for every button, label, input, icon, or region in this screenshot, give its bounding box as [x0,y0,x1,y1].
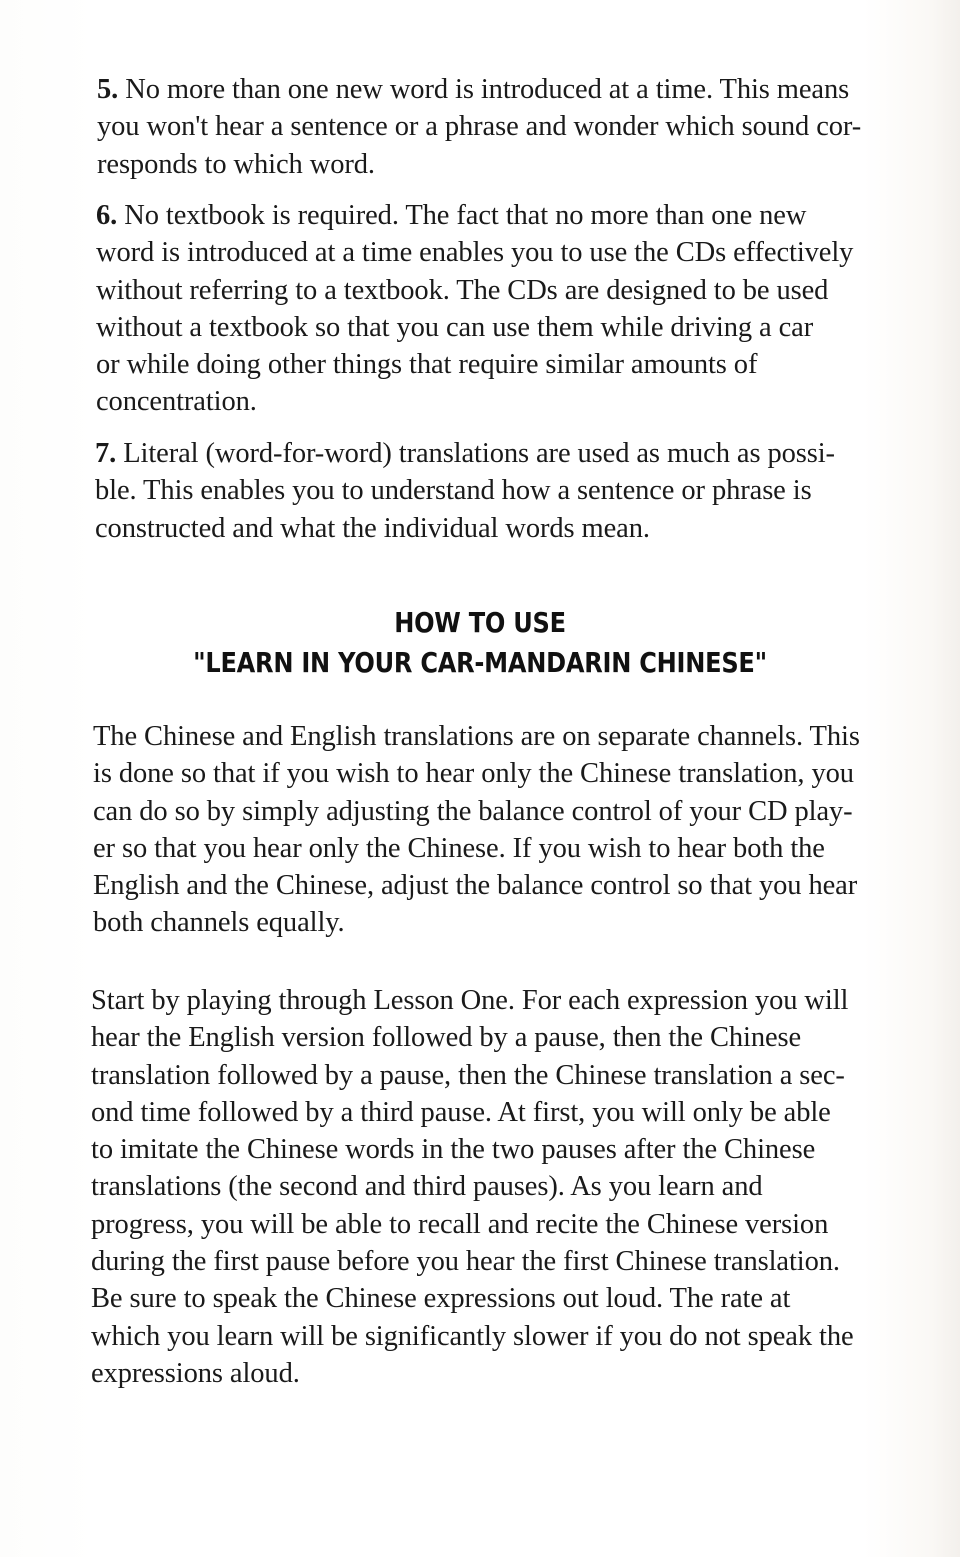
text-line: you won't hear a sentence or a phrase and wonder which sound cor- [97,111,862,143]
text-line: translations (the second and third pauses). As you learn and [91,1171,763,1203]
text-line: responds to which word. [97,148,375,180]
text-line: hear the English version followed by a pause, then the Chinese [91,1022,802,1054]
text-line: can do so by simply adjusting the balance control of your CD play- [93,795,853,827]
text-line: expressions aloud. [91,1357,300,1389]
paragraph-lesson-one [91,982,931,1392]
text-line: ble. This enables you to understand how a sentence or phrase is [95,475,812,507]
list-item-7 [95,435,935,547]
text-line: constructed and what the individual words mean. [95,512,650,544]
paragraph-channels [93,718,933,942]
heading-line-2: "LEARN IN YOUR CAR-MANDARIN CHINESE" [193,646,767,679]
text-line: without referring to a textbook. The CDs are designed to be used [96,274,829,306]
text-line: translation followed by a pause, then the Chinese translation a sec- [91,1059,845,1091]
text-line: without a textbook so that you can use them while driving a car [96,311,814,343]
list-item-6 [96,197,936,421]
text-line: English and the Chinese, adjust the balance control so that you hear [93,870,858,902]
text-line: both channels equally. [93,907,345,939]
text-line: which you learn will be significantly slower if you do not speak the [91,1320,854,1352]
text-line: 7. Literal (word-for-word) translations are used as much as possi- [95,438,835,469]
list-item-5 [97,71,937,183]
text-line: progress, you will be able to recall and recite the Chinese version [91,1208,829,1240]
text-line: word is introduced at a time enables you to use the CDs effectively [96,237,854,269]
text-line: ond time followed by a third pause. At first, you will only be able [91,1096,831,1128]
text-line: concentration. [96,386,257,418]
text-line: er so that you hear only the Chinese. If you wish to hear both the [93,832,825,864]
section-heading [67,603,893,683]
text-line: The Chinese and English translations are on separate channels. This [93,721,860,752]
item-number: 7. [95,438,117,469]
item-number: 6. [96,200,118,231]
text-line: during the first pause before you hear the first Chinese translation. [91,1246,840,1278]
text-line: is done so that if you wish to hear only the Chinese translation, you [93,758,854,790]
text-line: Be sure to speak the Chinese expressions out loud. The rate at [91,1283,791,1315]
item-number: 5. [97,74,119,105]
text-line: Start by playing through Lesson One. For each expression you will [91,985,849,1016]
heading-line-1: HOW TO USE [394,606,566,639]
text-line: 6. No textbook is required. The fact that no more than one new [96,200,807,231]
text-line: 5. No more than one new word is introduced at a time. This means [97,74,850,105]
text-line: or while doing other things that require similar amounts of [96,349,758,381]
text-line: to imitate the Chinese words in the two pauses after the Chinese [91,1134,816,1166]
